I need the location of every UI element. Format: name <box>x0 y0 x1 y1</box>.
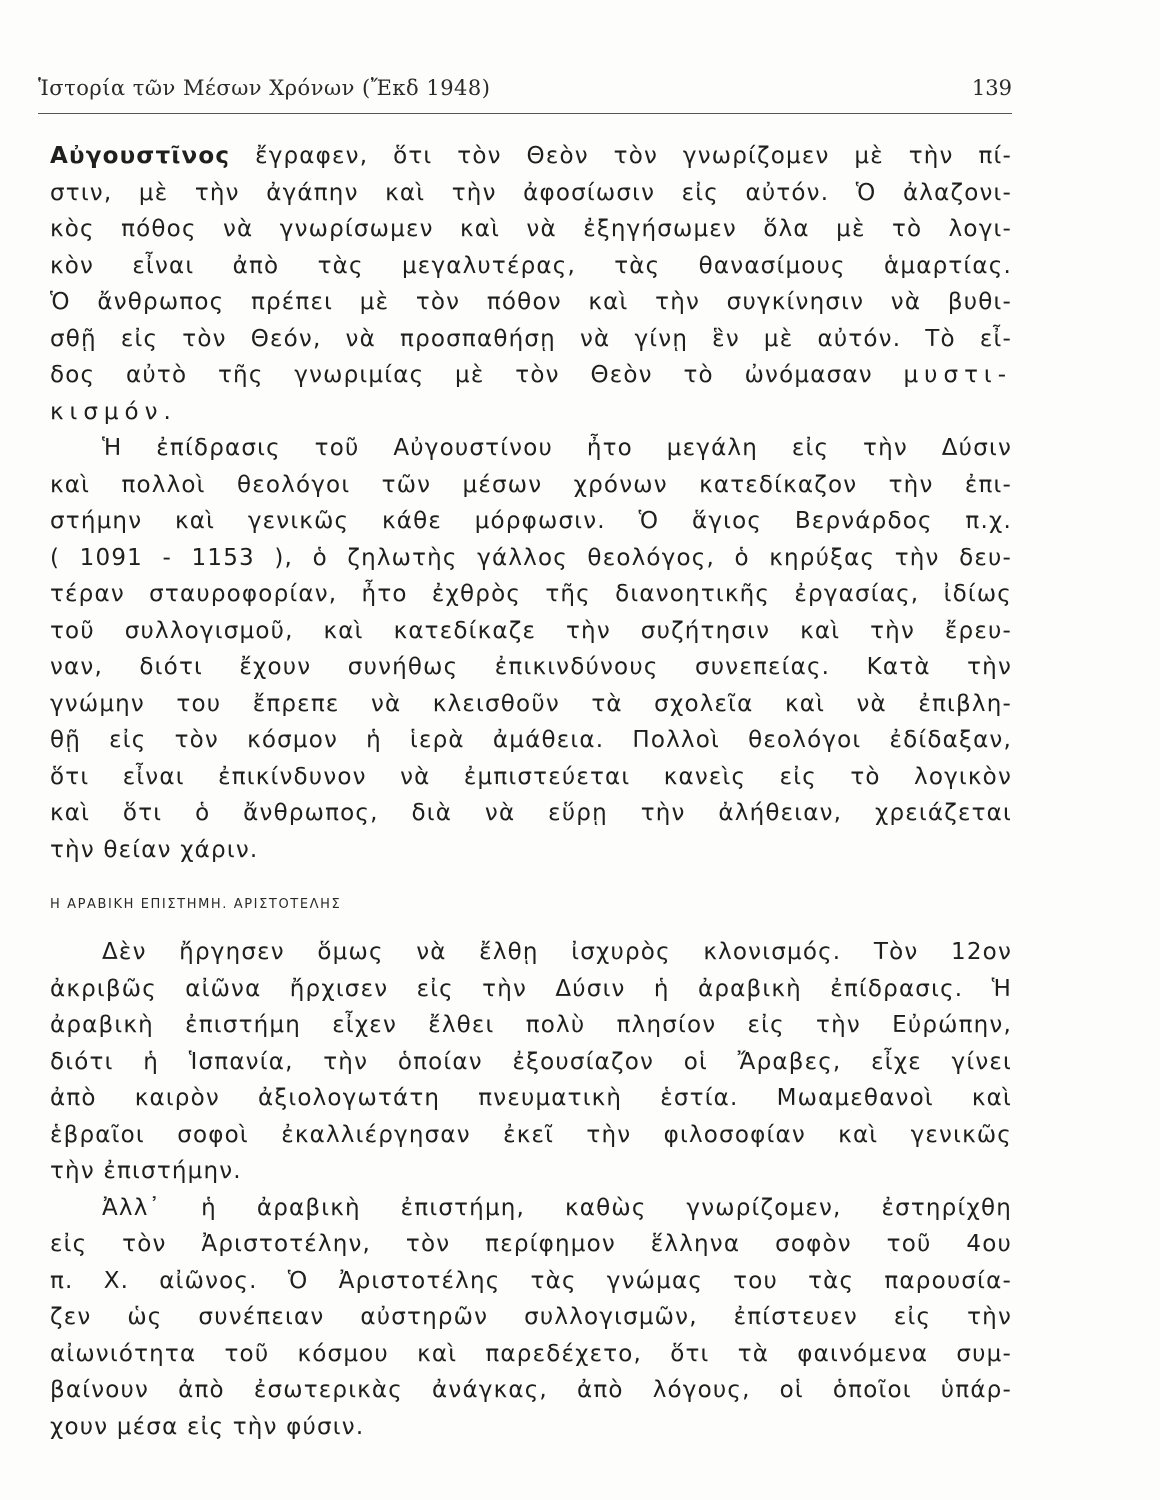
paragraph-arab-science <box>50 934 1012 1190</box>
header-rule <box>38 113 1012 114</box>
running-title: Ἱστορία τῶν Μέσων Χρόνων (Ἔκδ 1948) <box>38 76 491 100</box>
text-line: στήμην καὶ γενικῶς κάθε μόρφωσιν. Ὁ ἅγιος Βερνάρδος π.χ. <box>50 508 1012 534</box>
text-line: Ἀλλ᾿ ἡ ἀραβικὴ ἐπιστήμη, καθὼς γνωρίζομεν, ἐστηρίχθη <box>102 1194 1012 1221</box>
text-line: κὸν εἶναι ἀπὸ τὰς μεγαλυτέρας, τὰς θανασίμους ἁμαρτίας. <box>50 252 1012 279</box>
text-line: ἀπὸ καιρὸν ἀξιολογωτάτη πνευματικὴ ἑστία. Μωαμεθανοὶ καὶ <box>50 1085 1012 1111</box>
body-text <box>50 138 1012 1445</box>
section-heading: Η ΑΡΑΒΙΚΗ ΕΠΙΣΤΗΜΗ. ΑΡΙΣΤΟΤΕΛΗΣ <box>50 897 342 912</box>
text-line: καὶ πολλοὶ θεολόγοι τῶν μέσων χρόνων κατεδίκαζον τὴν ἐπι- <box>50 471 1012 498</box>
text-line: Ἡ ἐπίδρασις τοῦ Αὐγουστίνου ἦτο μεγάλη εἰς τὴν Δύσιν <box>102 435 1012 461</box>
paragraph-influence <box>50 430 1012 868</box>
heading-spacer <box>50 920 1012 934</box>
text-line: ναν, διότι ἔχουν συνήθως ἐπικινδύνους συνεπείας. Κατὰ τὴν <box>50 654 1012 680</box>
text-line: ἀραβικὴ ἐπιστήμη εἶχεν ἔλθει πολὺ πλησίον εἰς τὴν Εὐρώπην, <box>50 1012 1012 1038</box>
text-line: θῇ εἰς τὸν κόσμον ἡ ἱερὰ ἀμάθεια. Πολλοὶ θεολόγοι ἐδίδαξαν, <box>50 727 1012 753</box>
text-line: π. Χ. αἰῶνος. Ὁ Ἀριστοτέλης τὰς γνώμας του τὰς παρουσία- <box>50 1267 1012 1294</box>
text-line: δος αὐτὸ τῆς γνωριμίας μὲ τὸν Θεὸν τὸ ὠνόμασαν μυστι- <box>50 362 1012 388</box>
text-line: κισμόν. <box>50 398 177 425</box>
text-line: ὅτι εἶναι ἐπικίνδυνον νὰ ἐμπιστεύεται κανεὶς εἰς τὸ λογικὸν <box>50 763 1012 790</box>
text-line: τὴν ἐπιστήμην. <box>50 1158 242 1184</box>
text-line: τοῦ συλλογισμοῦ, καὶ κατεδίκαζε τὴν συζήτησιν καὶ τὴν ἔρευ- <box>50 617 1012 644</box>
text-line: ( 1091 - 1153 ), ὁ ζηλωτὴς γάλλος θεολόγος, ὁ κηρύξας τὴν δευ- <box>50 544 1012 571</box>
bold-name: Αὐγουστῖνος <box>50 143 231 169</box>
text-line: ἀκριβῶς αἰῶνα ἤρχισεν εἰς τὴν Δύσιν ἡ ἀραβικὴ ἐπίδρασις. Ἡ <box>50 975 1012 1002</box>
text-line: κὸς πόθος νὰ γνωρίσωμεν καὶ νὰ ἐξηγήσωμεν ὅλα μὲ τὸ λογι- <box>50 216 1012 242</box>
text-line: ἑβραῖοι σοφοὶ ἐκαλλιέργησαν ἐκεῖ τὴν φιλοσοφίαν καὶ γενικῶς <box>50 1121 1012 1148</box>
text-line: τέραν σταυροφορίαν, ἦτο ἐχθρὸς τῆς διανοητικῆς ἐργασίας, ἰδίως <box>50 581 1012 607</box>
text-line: ζεν ὡς συνέπειαν αὐστηρῶν συλλογισμῶν, ἐπίστευεν εἰς τὴν <box>50 1304 1012 1330</box>
text-line: Αὐγουστῖνος ἔγραφεν, ὅτι τὸν Θεὸν τὸν γνωρίζομεν μὲ τὴν πί- <box>50 143 1012 169</box>
text-line: διότι ἡ Ἱσπανία, τὴν ὁποίαν ἐξουσίαζον οἱ Ἄραβες, εἶχε γίνει <box>50 1048 1012 1075</box>
page-number: 139 <box>971 76 1012 100</box>
text-line: αἰωνιότητα τοῦ κόσμου καὶ παρεδέχετο, ὅτι τὰ φαινόμενα συμ- <box>50 1340 1012 1367</box>
text-line: τὴν θείαν χάριν. <box>50 836 259 863</box>
text-line: εἰς τὸν Ἀριστοτέλην, τὸν περίφημον ἕλληνα σοφὸν τοῦ 4ου <box>50 1231 1012 1257</box>
text-line: στιν, μὲ τὴν ἀγάπην καὶ τὴν ἀφοσίωσιν εἰς αὐτόν. Ὁ ἀλαζονι- <box>50 179 1012 206</box>
text-line: Ὁ ἄνθρωπος πρέπει μὲ τὸν πόθον καὶ τὴν συγκίνησιν νὰ βυθι- <box>50 289 1012 315</box>
text-line: βαίνουν ἀπὸ ἐσωτερικὰς ἀνάγκας, ἀπὸ λόγους, οἱ ὁποῖοι ὑπάρ- <box>50 1377 1012 1403</box>
text-line: Δὲν ἤργησεν ὅμως νὰ ἔλθῃ ἰσχυρὸς κλονισμός. Τὸν 12ον <box>102 939 1012 965</box>
text-line: σθῇ εἰς τὸν Θεόν, νὰ προσπαθήσῃ νὰ γίνῃ ἓν μὲ αὐτόν. Τὸ εἶ- <box>50 325 1012 352</box>
paragraph-aristotle <box>50 1190 1012 1446</box>
text-line: χουν μέσα εἰς τὴν φύσιν. <box>50 1413 365 1440</box>
paragraph-augustine <box>50 138 1012 430</box>
spaced-emphasis: μυστι- <box>903 362 1012 388</box>
text-line: καὶ ὅτι ὁ ἄνθρωπος, διὰ νὰ εὕρῃ τὴν ἀλήθειαν, χρειάζεται <box>50 800 1012 826</box>
text-line: γνώμην του ἔπρεπε νὰ κλεισθοῦν τὰ σχολεῖα καὶ νὰ ἐπιβλη- <box>50 690 1012 717</box>
